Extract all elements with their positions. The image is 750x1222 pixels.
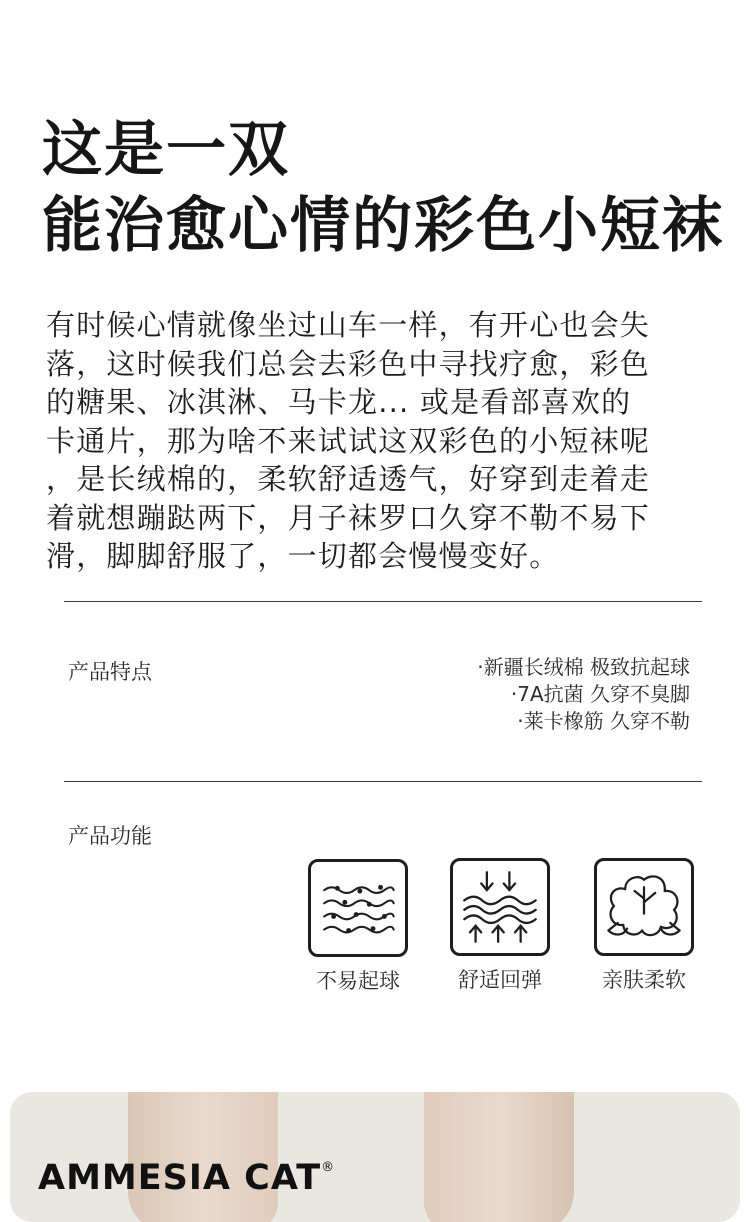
headline-line-2: 能治愈心情的彩色小短袜 [42,191,724,261]
compression-rebound-icon [450,858,550,956]
model-leg-right [424,1092,574,1222]
intro-line: 卡通片，那为啥不来试试这双彩色的小短袜呢 [46,423,651,458]
intro-line: 有时候心情就像坐过山车一样，有开心也会失 [46,308,651,342]
intro-line: 着就想蹦跶两下，月子袜罗口久穿不勒不易下 [46,500,651,535]
feature-item: ·莱卡橡筋 久穿不勒 [517,709,690,733]
registered-mark: ® [321,1160,336,1175]
function-caption: 舒适回弹 [458,968,542,992]
model-leg-left [128,1092,278,1222]
divider [64,601,702,602]
function-rebound [430,858,570,994]
divider [64,781,702,782]
functions-label: 产品功能 [68,824,152,848]
headline [42,112,724,264]
intro-paragraph [46,306,706,576]
cotton-boll-icon [594,858,694,956]
function-caption: 亲肤柔软 [602,968,686,992]
intro-line: 滑，脚脚舒服了，一切都会慢慢变好。 [46,539,560,573]
intro-line: 落，这时候我们总会去彩色中寻找疗愈，彩色 [46,346,651,381]
features-list [477,654,690,735]
function-anti-pilling [288,859,428,995]
headline-line-1: 这是一双 [42,115,290,185]
brand-name: AMMESIA CAT [38,1158,322,1198]
brand-logo [38,1158,335,1198]
intro-line: 的糖果、冰淇淋、马卡龙... 或是看部喜欢的 [46,385,632,419]
function-soft [574,858,714,994]
product-photo [10,1092,740,1222]
features-label: 产品特点 [68,660,152,684]
intro-line: ，是长绒棉的，柔软舒适透气，好穿到走着走 [46,462,651,496]
function-caption: 不易起球 [316,969,400,993]
wavy-fibers-icon [308,859,408,957]
feature-item: ·7A抗菌 久穿不臭脚 [510,682,690,706]
feature-item: ·新疆长绒棉 极致抗起球 [477,655,690,679]
